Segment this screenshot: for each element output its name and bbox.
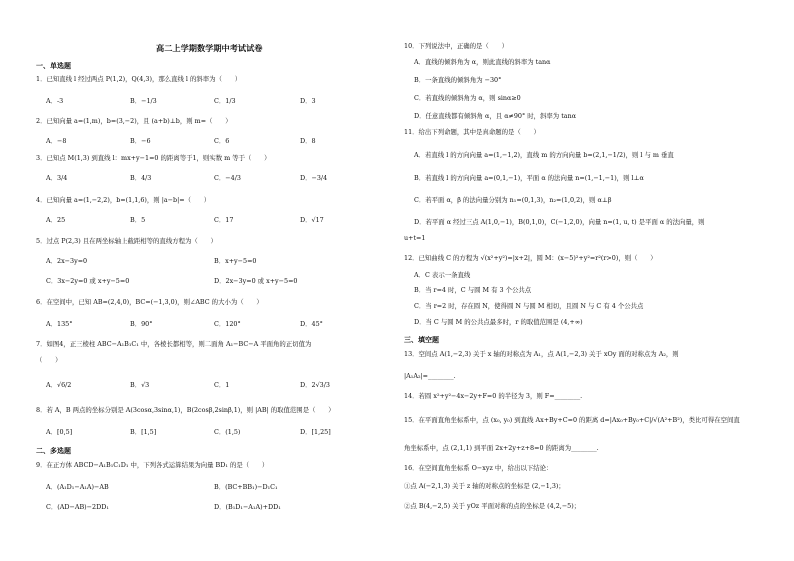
q2-stem: 2．已知向量 a=(1,m)，b=(3,−2)，且 (a+b)⊥b，则 m=（ ） bbox=[36, 117, 232, 125]
q11-option-d-cont: u+t=1 bbox=[404, 234, 426, 242]
q12-option-a: A．C 表示一条直线 bbox=[414, 271, 471, 279]
q5-option-b: B．x+y−5=0 bbox=[214, 257, 257, 265]
q2-option-d: D．8 bbox=[300, 137, 316, 145]
q13-stem: 13．空间点 A(1,−2,3) 关于 x 轴的对称点为 A₁，点 A(1,−2,3) 关于 xOy 面的对称点为 A₂，则 bbox=[404, 350, 679, 358]
q5-option-a: A．2x−3y=0 bbox=[46, 257, 88, 265]
q8-option-c: C．(1,5) bbox=[214, 428, 241, 436]
q8-option-a: A．[0,5] bbox=[46, 428, 73, 436]
q16-item-2: ②点 B(4,−2,5) 关于 yOz 平面对称的点的坐标是 (4,2,−5)； bbox=[404, 502, 581, 510]
q7-option-c: C．1 bbox=[214, 381, 230, 389]
q5-stem: 5．过点 P(2,3) 且在两坐标轴上截距相等的直线方程为（ ） bbox=[36, 237, 217, 245]
q4-stem: 4．已知向量 a=(1,−2,2)，b=(1,1,6)，则 |a−b|=（ ） bbox=[36, 196, 211, 204]
q11-option-b: B．若直线 l 的方向向量 a=(0,1,−1)，平面 α 的法向量 n=(1,−1,−1)，则 l⊥α bbox=[414, 174, 644, 182]
q1-stem: 1．已知直线 l 经过两点 P(1,2)，Q(4,3)，那么直线 l 的斜率为（ ） bbox=[36, 75, 242, 83]
page-title: 高二上学期数学期中考试试卷 bbox=[156, 43, 263, 53]
q11-stem: 11．给出下列命题，其中是真命题的是（ ） bbox=[404, 128, 540, 136]
q3-option-c: C．−4/3 bbox=[214, 174, 241, 182]
q7-stem: 7．如图4，正三棱柱 ABC−A₁B₁C₁ 中，各棱长都相等，则二面角 A₁−BC−A 平面角的正切值为 bbox=[36, 340, 312, 348]
q2-option-a: A．−8 bbox=[46, 137, 67, 145]
q6-stem: 6．在空间中，已知 AB=(2,4,0)，BC=(−1,3,0)，则∠ABC 的大小为（ ） bbox=[36, 298, 263, 306]
q15-stem: 15．在平面直角坐标系中，点 (x₀, y₀) 到直线 Ax+By+C=0 的距离 d=|Ax₀+By₀+C|/√(A²+B²)，类比可得在空间直 bbox=[404, 416, 740, 424]
q1-option-b: B．−1/3 bbox=[130, 97, 157, 105]
q12-option-c: C．当 r=2 时，存在圆 N，使得圆 N 与圆 M 相切，且圆 N 与 C 有 4 个公共点 bbox=[414, 302, 644, 310]
q1-option-a: A．-3 bbox=[46, 97, 64, 105]
q3-option-b: B．4/3 bbox=[130, 174, 152, 182]
q11-option-d: D．若平面 α 经过三点 A(1,0,−1)，B(0,1,0)，C(−1,2,0)，向量 n=(1, u, t) 是平面 α 的法向量，则 bbox=[414, 218, 705, 226]
q4-option-c: C．17 bbox=[214, 216, 234, 224]
q12-stem: 12．已知曲线 C 的方程为 √(x²+y²)=|x+2|，圆 M：(x−5)²+y²=r²(r>0)，则（ ） bbox=[404, 254, 657, 262]
q6-option-d: D．45° bbox=[300, 320, 323, 328]
q4-option-d: D．√17 bbox=[300, 216, 324, 224]
q10-stem: 10．下列说法中，正确的是（ ） bbox=[404, 42, 508, 50]
q7-option-a: A．√6/2 bbox=[46, 381, 72, 389]
q11-option-a: A．若直线 l 的方向向量 a=(1,−1,2)，直线 m 的方向向量 b=(2,1,−1/2)，则 l 与 m 垂直 bbox=[414, 151, 674, 159]
q1-option-d: D．3 bbox=[300, 97, 316, 105]
q9-option-b: B．(BC+BB₁)−D₁C₁ bbox=[214, 483, 278, 491]
q8-option-d: D．[1,25] bbox=[300, 428, 331, 436]
q9-option-d: D．(B₁D₁−A₁A)+DD₁ bbox=[214, 503, 281, 511]
q14-stem: 14．若圆 x²+y²−4x−2y+F=0 的半径为 3，则 F=________. bbox=[404, 392, 583, 400]
q8-stem: 8．若 A，B 两点的坐标分别是 A(3cosα,3sinα,1)，B(2cosβ,2sinβ,1)，则 |AB| 的取值范围是（ ） bbox=[36, 406, 335, 414]
q9-option-a: A．(A₁D₁−A₁A)−AB bbox=[46, 483, 109, 491]
q2-option-b: B．−6 bbox=[130, 137, 151, 145]
section-multi-choice: 二、多选题 bbox=[36, 447, 71, 455]
q6-option-a: A．135° bbox=[46, 320, 73, 328]
q10-option-d: D．任意直线都有倾斜角 α，且 α≠90° 时，斜率为 tanα bbox=[414, 112, 577, 120]
q9-stem: 9．在正方体 ABCD−A₁B₁C₁D₁ 中，下列各式运算结果为向量 BD₁ 的是（ ） bbox=[36, 461, 269, 469]
q11-option-c: C．若平面 α，β 的法向量分别为 n₁=(0,1,3)，n₂=(1,0,2)，则 α⊥β bbox=[414, 196, 612, 204]
q7-option-b: B．√3 bbox=[130, 381, 150, 389]
q10-option-c: C．若直线的倾斜角为 α，则 sinα≥0 bbox=[414, 94, 521, 102]
q10-option-a: A．直线的倾斜角为 α，则此直线的斜率为 tanα bbox=[414, 58, 551, 66]
right-column bbox=[404, 0, 776, 561]
q6-option-b: B．90° bbox=[130, 320, 153, 328]
left-column bbox=[36, 0, 388, 561]
q16-item-1: ①点 A(−2,1,3) 关于 z 轴的对称点的坐标是 (2,−1,3)； bbox=[404, 482, 565, 490]
q3-stem: 3．已知点 M(1,3) 到直线 l：mx+y−1=0 的距离等于1，则实数 m 等于（ ） bbox=[36, 154, 271, 162]
q5-option-d: D．2x−3y=0 或 x+y−5=0 bbox=[214, 277, 298, 285]
q8-option-b: B．[1,5] bbox=[130, 428, 157, 436]
q2-option-c: C．6 bbox=[214, 137, 230, 145]
q4-option-a: A．25 bbox=[46, 216, 66, 224]
q1-option-c: C．1/3 bbox=[214, 97, 236, 105]
q12-option-d: D．当 C 与圆 M 的公共点最多时，r 的取值范围是 (4,+∞) bbox=[414, 318, 583, 326]
q3-option-a: A．3/4 bbox=[46, 174, 68, 182]
q7-option-d: D．2√3/3 bbox=[300, 381, 330, 389]
q16-stem: 16．在空间直角坐标系 O−xyz 中，给出以下结论： bbox=[404, 464, 553, 472]
q3-option-d: D．−3/4 bbox=[300, 174, 328, 182]
q6-option-c: C．120° bbox=[214, 320, 241, 328]
q4-option-b: B．5 bbox=[130, 216, 146, 224]
q12-option-b: B．当 r=4 时，C 与圆 M 有 3 个公共点 bbox=[414, 286, 532, 294]
section-single-choice: 一、单选题 bbox=[36, 62, 71, 70]
q10-option-b: B．一条直线的倾斜角为 −30° bbox=[414, 76, 502, 84]
section-fill-blank: 三、填空题 bbox=[404, 336, 439, 344]
q5-option-c: C．3x−2y=0 或 x+y−5=0 bbox=[46, 277, 130, 285]
q13-blank: |A₁A₂|=________. bbox=[404, 372, 456, 380]
q7-paren: （ ） bbox=[36, 356, 62, 364]
q15-cont: 角坐标系中，点 (2,1,1) 到平面 2x+2y+z+8=0 的距离为________. bbox=[404, 444, 599, 452]
q9-option-c: C．(AD−AB)−2DD₁ bbox=[46, 503, 109, 511]
